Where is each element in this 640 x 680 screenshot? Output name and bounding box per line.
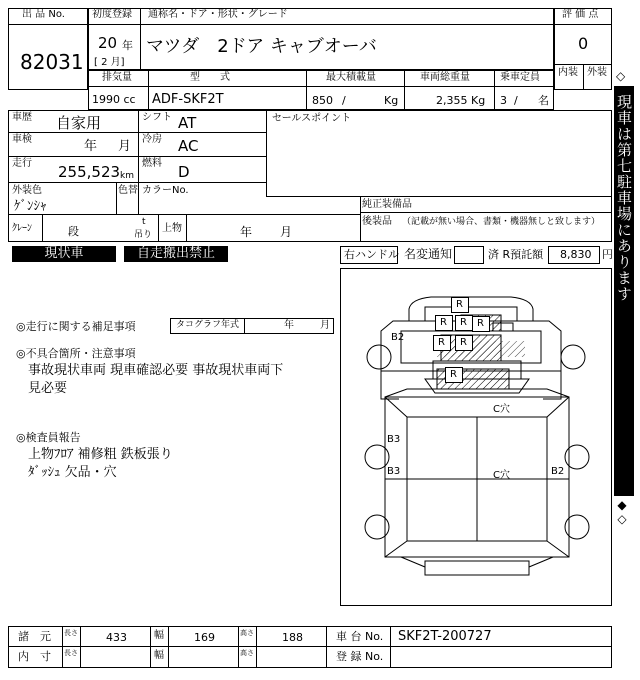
displacement-label: 排気量 (102, 72, 132, 83)
load-unit: Kg (384, 94, 399, 107)
crane-label: ｸﾚｰﾝ (12, 223, 32, 234)
load-label: 最大積載量 (326, 72, 376, 83)
no-self-drive-badge: 自走搬出禁止 (124, 246, 228, 262)
crane-t: t (142, 217, 146, 227)
first-reg-year: 20 (98, 34, 118, 52)
crane-tier: 段 (68, 225, 79, 238)
damage-mark-r: R (433, 335, 451, 351)
damage-mark-r: R (435, 315, 453, 331)
history-label: 車歴 (12, 112, 32, 123)
aftermarket-note: （記載が無い場合、書類・機器無しと致します） (402, 217, 601, 227)
upper-label: 上物 (162, 223, 182, 234)
inspection-label: 車検 (12, 134, 32, 145)
color-value: ｹﾞﾝｼｬ (14, 199, 47, 214)
aircon-label: 冷房 (142, 134, 162, 145)
crane-hang: 吊り (134, 230, 153, 240)
type-label: 型 式 (190, 72, 230, 83)
score-value: 0 (578, 34, 589, 53)
mark-b3-lower: B3 (387, 466, 401, 477)
deposit-unit: 円 (602, 248, 613, 261)
defects-line2: 見必要 (28, 381, 68, 396)
damage-mark-r: R (451, 297, 469, 313)
right-hand-label: 右ハンドル (344, 248, 399, 261)
mark-b3-upper: B3 (387, 434, 401, 445)
in-width-label: 幅 (154, 650, 164, 661)
upper-month: 月 (280, 225, 293, 239)
fuel-value: D (178, 163, 190, 181)
capacity-unit: 名 (538, 94, 549, 107)
tacho-month: 月 (320, 320, 330, 331)
deposit-label: 済 R預託額 (488, 248, 544, 261)
capacity-label: 乗車定員 (500, 72, 540, 83)
shift-label: シフト (142, 112, 172, 123)
mileage-value: 255,523 (58, 163, 121, 181)
sidebar-diamond-bottom: ◆◇ (615, 498, 629, 526)
tacho-year: 年 (284, 320, 294, 331)
in-length-label: 長さ (64, 649, 78, 657)
parking-notice (614, 86, 634, 496)
history-value: 自家用 (56, 114, 102, 132)
length-label: 長さ (64, 629, 78, 637)
damage-mark-r: R (455, 315, 473, 331)
capacity-slash: / (514, 94, 518, 107)
parking-notice-text: 現車は第七駐車場にあります (615, 94, 633, 302)
score-label: 評 価 点 (562, 9, 599, 20)
height-label: 高さ (240, 629, 254, 637)
reg-label: 登 録 No. (336, 650, 384, 663)
type-value: ADF-SKF2T (152, 92, 224, 107)
selling-points-label: セールスポイント (272, 113, 352, 124)
aircon-value: AC (178, 137, 199, 155)
inspector-line1: 上物ﾌﾛｱ 補修粗 鉄板張り (28, 447, 173, 462)
in-height-label: 高さ (240, 649, 254, 657)
mileage-label: 走行 (12, 158, 32, 169)
first-reg-label: 初度登録 (92, 9, 132, 20)
model-name: マツダ 2ドア キャブオーバ (146, 36, 377, 57)
lot-label: 出 品 No. (22, 9, 65, 20)
as-is-badge: 現状車 (12, 246, 116, 262)
aftermarket-label: 後装品 (362, 216, 392, 227)
mark-b2-left: B2 (391, 332, 405, 343)
genuine-label: 純正装備品 (362, 199, 412, 210)
mileage-unit: km (120, 171, 134, 181)
length-value: 433 (106, 631, 127, 644)
shift-value: AT (178, 114, 197, 132)
upper-year: 年 (240, 225, 253, 239)
interior-dims-label: 内 寸 (18, 650, 51, 663)
first-reg-year-unit: 年 (122, 39, 133, 52)
sidebar-diamond-top: ◇ (616, 69, 626, 83)
name-change-label: 名変通知 (404, 247, 453, 261)
gross-label: 車両総重量 (420, 72, 470, 83)
load-value: 850 (312, 94, 333, 107)
damage-mark-r: R (472, 316, 490, 332)
chassis-label: 車 台 No. (336, 630, 384, 643)
defects-line1: 事故現状車両 現車確認必要 事故現状車両下 (28, 363, 284, 378)
tacho-label: タコグラフ年式 (176, 320, 240, 330)
mark-c-hole-upper: C穴 (493, 404, 510, 415)
inspector-line2: ﾀﾞｯｼｭ 欠品・穴 (28, 465, 117, 480)
damage-mark-r: R (445, 367, 463, 383)
color-label: 外装色 (12, 185, 42, 196)
gross-value: 2,355 Kg (436, 94, 486, 107)
chassis-value: SKF2T-200727 (398, 629, 492, 644)
capacity-value: 3 (500, 94, 507, 107)
damage-mark-r: R (455, 335, 473, 351)
width-value: 169 (194, 631, 215, 644)
footer-table (8, 626, 612, 668)
dims-label: 諸 元 (18, 630, 51, 643)
inspection-year: 年 (84, 139, 98, 154)
mark-c-hole-lower: C穴 (493, 470, 510, 481)
interior-label: 内装 (558, 67, 578, 78)
damage-diagram (340, 268, 612, 606)
deposit-value: 8,830 (560, 248, 592, 261)
lot-box (8, 8, 88, 90)
load-slash: / (342, 94, 346, 107)
mark-b2-right: B2 (551, 466, 565, 477)
fuel-label: 燃料 (142, 158, 162, 169)
inspector-title: ◎検査員報告 (16, 431, 81, 444)
colorcode-label: 色替 (118, 185, 138, 196)
model-label: 通称名・ドア・形状・グレード (148, 9, 288, 20)
lot-number: 82031 (20, 50, 84, 74)
inspection-month: 月 (118, 139, 132, 154)
name-change-box (454, 246, 484, 264)
displacement-value: 1990 cc (92, 93, 136, 106)
exterior-label: 外装 (587, 67, 607, 78)
driving-notes-title: ◎走行に関する補足事項 (16, 320, 136, 333)
first-reg-month: [ 2 月] (94, 57, 125, 68)
width-label: 幅 (154, 630, 164, 641)
height-value: 188 (282, 631, 303, 644)
defects-title: ◎不具合箇所・注意事項 (16, 347, 136, 360)
colorno-label: カラーNo. (142, 185, 189, 196)
